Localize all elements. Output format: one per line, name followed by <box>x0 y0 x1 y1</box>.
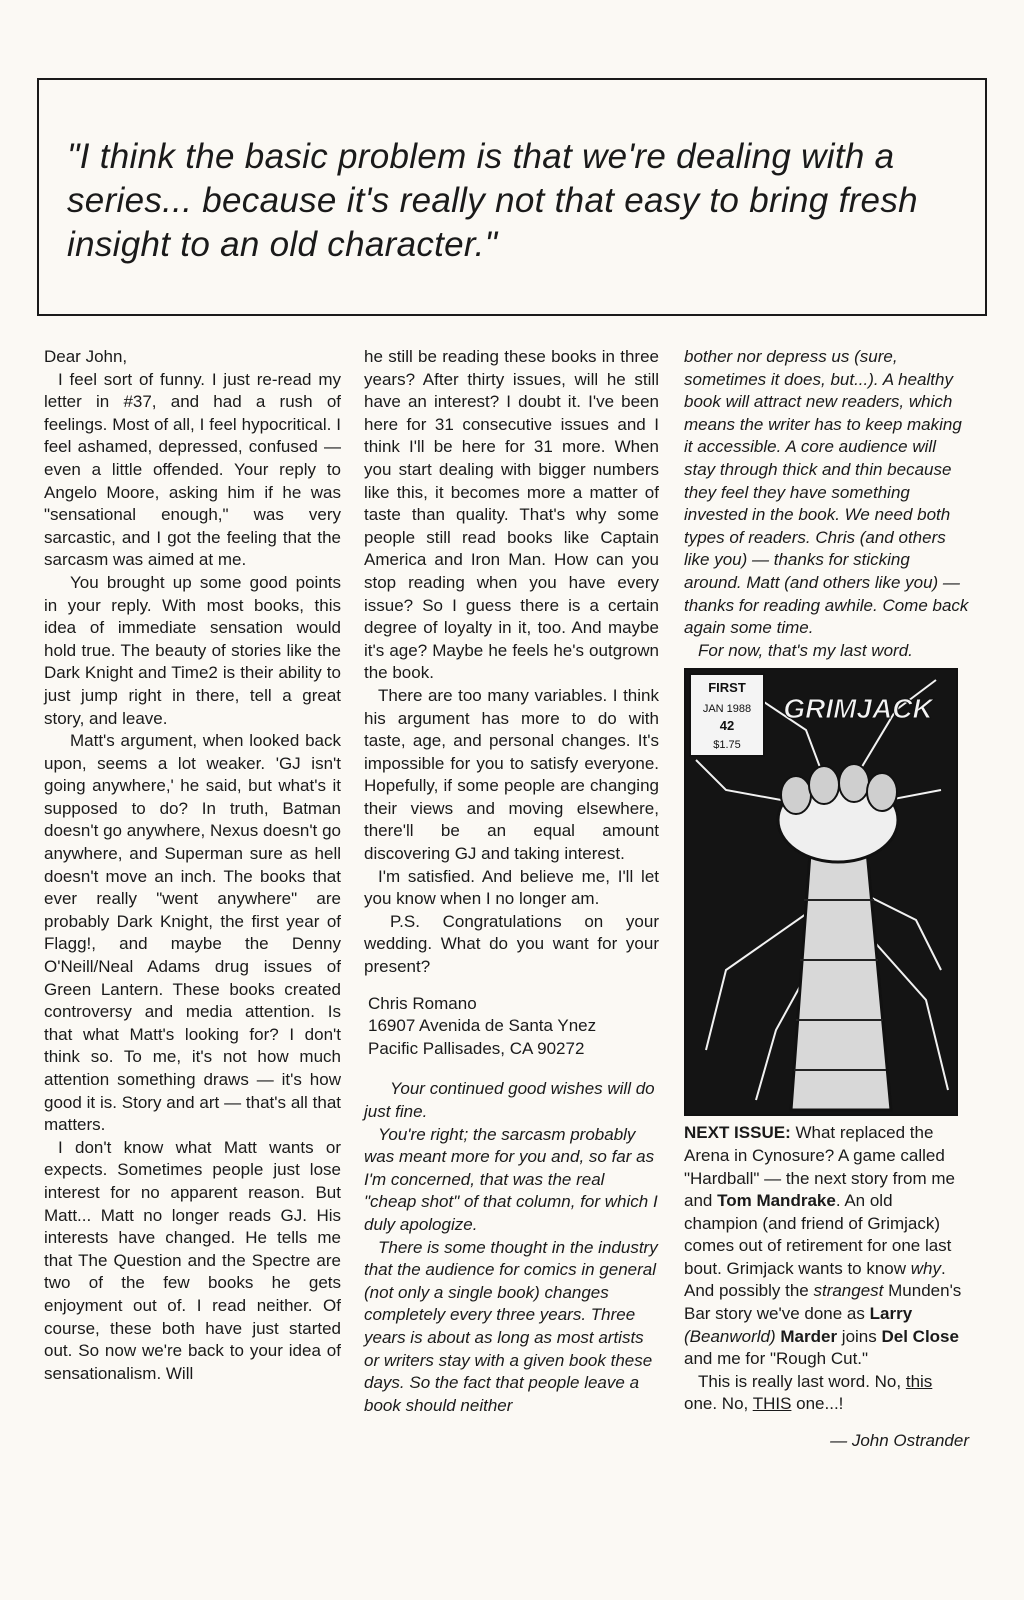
closing-segment: one. No, <box>684 1394 753 1414</box>
cover-art <box>686 670 956 1114</box>
emphasis: why <box>910 1258 941 1278</box>
letter-paragraph: I feel sort of funny. I just re-read my letter in #37, and had a rush of feelings. Most of all, I feel hypocritical. I feel ashamed, depressed, confused — even a little offended. Your reply to Angelo Moore, asking him if he was "sensational enough," was very sarcastic, and I got the feeling that the sarcasm was aimed at me. <box>44 369 341 570</box>
letter-signature-name: Chris Romano <box>368 993 477 1013</box>
emphasis: THIS <box>752 1394 792 1414</box>
letter-column-2 <box>364 346 659 1417</box>
letter-paragraph: P.S. Congratulations on your wedding. What do you want for your present? <box>364 911 659 977</box>
next-issue-segment: . And possibly the <box>684 1258 946 1301</box>
letter-column-1 <box>44 346 341 1385</box>
reply-column-3 <box>684 346 969 1453</box>
cover-logo: GRIMJACK <box>783 693 933 725</box>
closing-segment: This is really last word. No, <box>698 1371 906 1391</box>
next-issue-label: NEXT ISSUE: <box>684 1123 791 1143</box>
next-issue-segment: joins <box>837 1326 882 1346</box>
next-issue-cover-image <box>684 668 958 1116</box>
closing-segment: one...! <box>791 1394 844 1414</box>
letter-salutation: Dear John, <box>44 347 128 366</box>
letter-paragraph: There are too many variables. I think his argument has more to do with taste, age, and personal changes. It's impossible for you to satisfy everyone. Hopefully, if some people are changing their views and moving elsewhere, there'll be an equal amount discovering GJ and taking interest. <box>364 685 659 864</box>
cover-price: $1.75 <box>713 739 741 752</box>
pull-quote: "I think the basic problem is that we're dealing with a series... because it's really not that easy to bring fresh insight to an old character." <box>67 137 918 264</box>
creator-name: Larry <box>869 1304 913 1324</box>
letter-paragraph: I'm satisfied. And believe me, I'll let you know when I no longer am. <box>364 866 659 909</box>
pull-quote-box <box>37 78 987 316</box>
closing-line <box>684 1371 969 1416</box>
cover-date: JAN 1988 <box>702 703 752 716</box>
cover-publisher: FIRST <box>708 680 746 696</box>
reply-paragraph: Your continued good wishes will do just fine. <box>364 1079 655 1121</box>
emphasis: strangest <box>813 1281 884 1301</box>
letter-address-line2: Pacific Pallisades, CA 90272 <box>368 1038 585 1058</box>
creator-name: Marder <box>780 1326 838 1346</box>
letter-address-line1: 16907 Avenida de Santa Ynez <box>368 1016 597 1036</box>
next-issue-text <box>684 1122 969 1371</box>
emphasis: this <box>905 1371 933 1391</box>
letter-paragraph: You brought up some good points in your reply. With most books, this idea of immediate sensation would hold true. The beauty of stories like the Dark Knight and Time2 is their ability to just jump right in there, tell a great story, and leave. <box>44 572 341 728</box>
reply-paragraph: You're right; the sarcasm probably was meant more for you and, so far as I'm concerned, that was the real "cheap shot" of that column, for which I duly apologize. <box>364 1124 658 1234</box>
next-issue-segment: What replaced the Arena in Cynosure? A game called "Hardball" — the next story from me and <box>684 1123 955 1211</box>
letter-paragraph: he still be reading these books in three years? After thirty issues, will he still have an interest? I doubt it. I've been here for 31 consecutive issues and I think I'll be here for 31 more. When you start dealing with bigger numbers like this, it becomes more a matter of taste than quality. That's why some people still read books like Captain America and Iron Man. How can you stop reading when you have every issue? So I guess there is a certain degree of loyalty in it, too. And maybe it's age? Maybe he feels he's outgrown the book. <box>364 347 659 683</box>
next-issue-segment: Munden's Bar story we've done as <box>684 1281 962 1324</box>
cover-issue: 42 <box>719 718 735 734</box>
creator-paren: (Beanworld) <box>684 1326 781 1346</box>
next-issue-segment: and me for "Rough Cut." <box>684 1349 869 1369</box>
letter-paragraph: Matt's argument, when looked back upon, seems a lot weaker. 'GJ isn't going anywhere,' he said, but what's it supposed to do? In truth, Batman doesn't go anywhere, Nexus doesn't go anywhere, and Superman sure as hell doesn't move an inch. The books that ever really "went anywhere" are probably Dark Knight, the first year of Flagg!, and maybe the Denny O'Neill/Neal Adams drug issues of Green Lantern. These books created controversy and media attention. Is that what Matt's looking for? I don't think so. To me, it's not how much attention something draws — it's how good it is. Story and art — that's all that matters. <box>44 731 341 1135</box>
next-issue-segment: . An old champion (and friend of Grimjack) comes out of retirement for one last bout. Grimjack wants to know <box>684 1191 952 1278</box>
reply-closing: For now, that's my last word. <box>698 640 913 660</box>
letter-paragraph: I don't know what Matt wants or expects. Sometimes people just lose interest for no apparent reason. But Matt... Matt no longer reads GJ. His interests have changed. He tells me that The Question and the Spectre are two of the few books he gets enjoyment out of. I read neither. Of course, these both have just started out. So now we're back to your idea of sensationalism. Will <box>44 1137 341 1383</box>
author-signature: — John Ostrander <box>830 1431 969 1451</box>
creator-name: Tom Mandrake <box>717 1191 836 1211</box>
reply-paragraph: There is some thought in the industry that the audience for comics in general (not only a single book) changes completely every three years. Three years is about as long as most artists or writers stay with a given book these days. So the fact that people leave a book should neither <box>364 1237 658 1415</box>
reply-paragraph: bother nor depress us (sure, sometimes it does, but...). A healthy book will attract new readers, which means the writer has to keep making it accessible. A core audience will stay through thick and thin because they feel they have something invested in the book. We need both types of readers. Chris (and others like you) — thanks for sticking around. Matt (and others like you) — thanks for reading awhile. Come back again some time. <box>684 347 969 638</box>
creator-name: Del Close <box>881 1326 959 1346</box>
